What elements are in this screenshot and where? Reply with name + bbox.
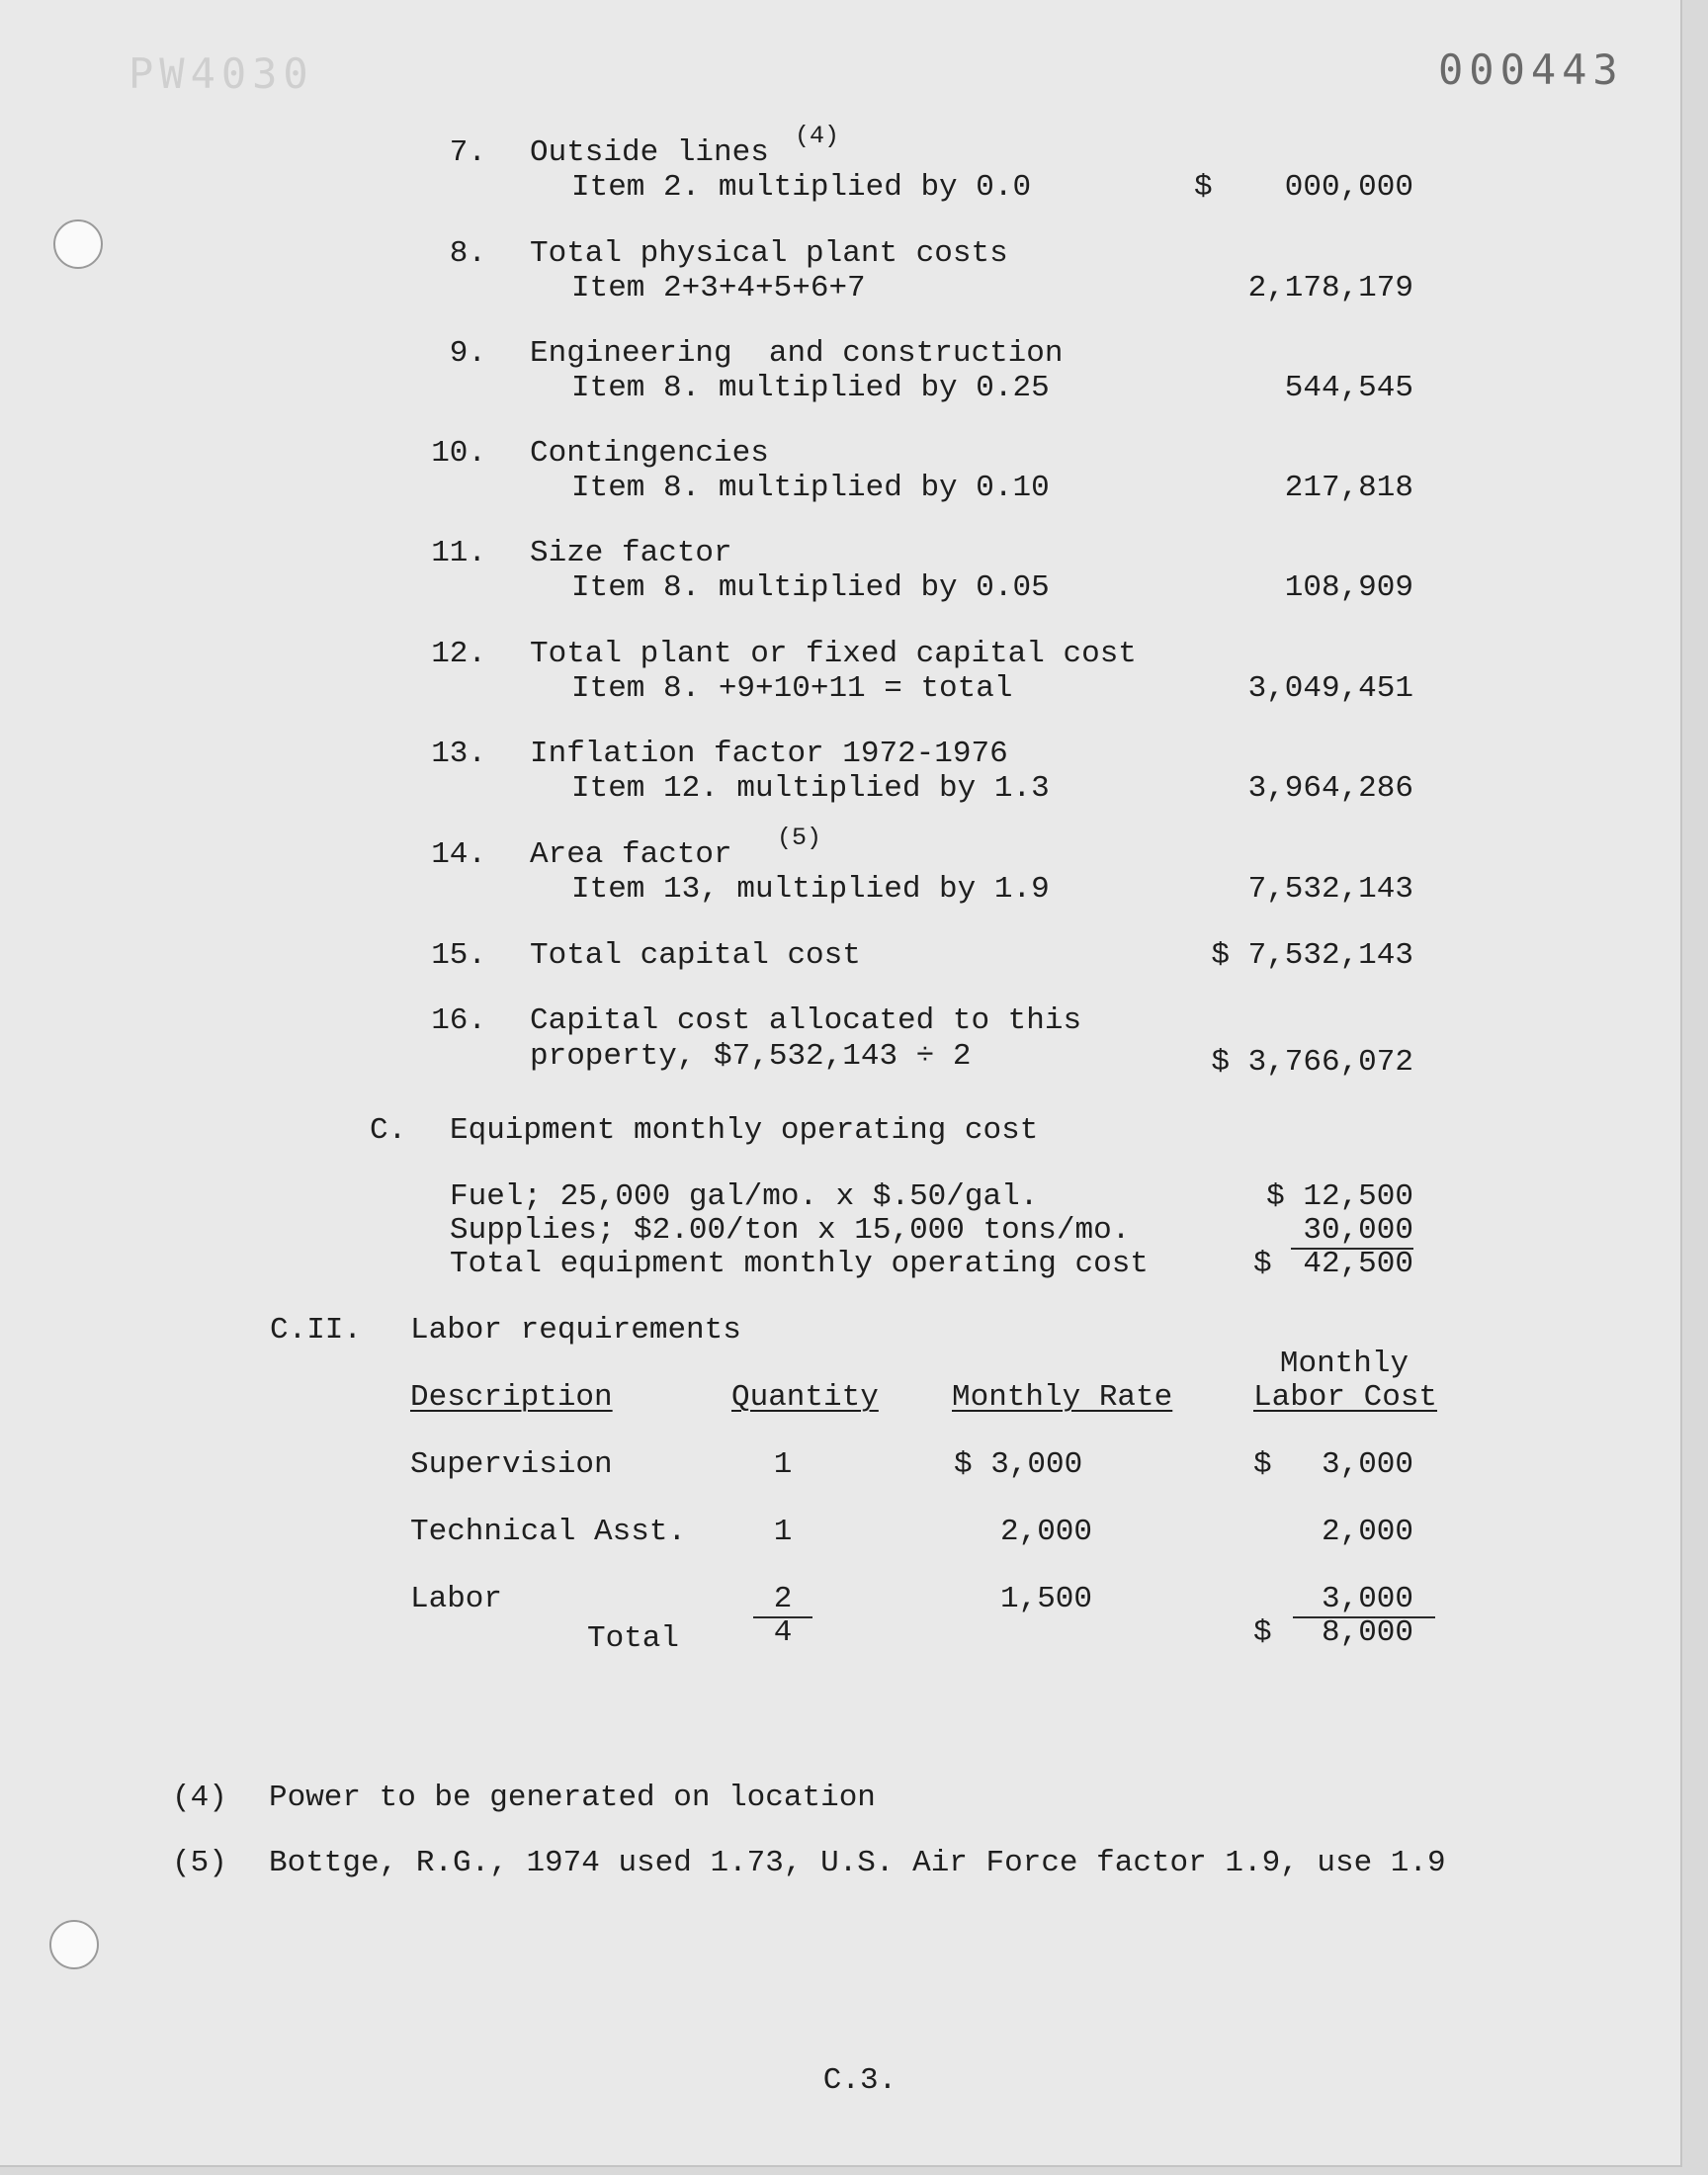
operating-cost-desc: Fuel; 25,000 gal/mo. x $.50/gal. (450, 1179, 1039, 1214)
dollar-sign: $ (1194, 170, 1213, 205)
labor-rate: 2,000 (999, 1515, 1092, 1549)
item-value: 544,545 (1284, 371, 1413, 405)
operating-cost-total: 42,500 (1303, 1247, 1413, 1281)
labor-description: Supervision (410, 1447, 613, 1482)
item-detail: Item 8. multiplied by 0.10 (571, 471, 1050, 505)
document-stamp-number: 000443 (1438, 45, 1624, 94)
header-monthly-rate: Monthly Rate (952, 1380, 1173, 1415)
item-title: Engineering and construction (530, 336, 1064, 371)
item-value: 3,964,286 (1247, 771, 1413, 806)
operating-cost-desc: Total equipment monthly operating cost (450, 1247, 1149, 1281)
labor-rate: 1,500 (999, 1582, 1092, 1616)
section-c2-title: Labor requirements (410, 1313, 741, 1348)
item-number: 15. (431, 938, 486, 973)
labor-quantity: 1 (773, 1447, 793, 1482)
faint-stamp-number: PW4030 (128, 49, 314, 98)
labor-cost: 3,000 (1321, 1582, 1413, 1616)
dollar-sign: $ (1253, 1447, 1272, 1482)
header-description: Description (410, 1380, 613, 1415)
item-value: 108,909 (1284, 570, 1413, 605)
header-labor-cost: Labor Cost (1253, 1380, 1438, 1415)
header-monthly: Monthly (1279, 1347, 1409, 1381)
header-quantity: Quantity (731, 1380, 879, 1415)
item-value: 7,532,143 (1247, 872, 1413, 907)
operating-cost-value: $ 12,500 (1266, 1179, 1413, 1214)
item-number: 11. (431, 536, 486, 570)
labor-quantity: 2 (773, 1582, 793, 1616)
item-value: $ 7,532,143 (1211, 938, 1413, 973)
section-c-label: C. (370, 1113, 407, 1148)
dollar-sign: $ (1253, 1615, 1272, 1650)
item-detail: Item 8. multiplied by 0.25 (571, 371, 1050, 405)
labor-cost: 2,000 (1321, 1515, 1413, 1549)
item-detail: Item 8. +9+10+11 = total (571, 671, 1013, 706)
item-value: 000,000 (1284, 170, 1413, 205)
operating-cost-desc: Supplies; $2.00/ton x 15,000 tons/mo. (450, 1213, 1131, 1248)
binder-hole-top (53, 219, 103, 269)
item-detail: Item 8. multiplied by 0.05 (571, 570, 1050, 605)
item-title: Total capital cost (530, 938, 861, 973)
item-number: 12. (431, 637, 486, 671)
item-title: Contingencies (530, 436, 769, 471)
item-value: $ 3,766,072 (1211, 1045, 1413, 1080)
item-title: Area factor (530, 837, 732, 872)
labor-cost: 3,000 (1321, 1447, 1413, 1482)
footnote-mark: (4) (172, 1781, 227, 1815)
labor-total-cost: 8,000 (1321, 1615, 1413, 1650)
operating-cost-value: 30,000 (1303, 1213, 1413, 1248)
item-value: 3,049,451 (1247, 671, 1413, 706)
item-title: Capital cost allocated to this (530, 1003, 1082, 1038)
item-detail: Item 2+3+4+5+6+7 (571, 271, 866, 305)
item-number: 7. (449, 135, 486, 170)
labor-quantity: 1 (773, 1515, 793, 1549)
item-number: 14. (431, 837, 486, 872)
footnote-text: Power to be generated on location (269, 1781, 876, 1815)
item-detail: Item 13, multiplied by 1.9 (571, 872, 1050, 907)
section-c-title: Equipment monthly operating cost (450, 1113, 1039, 1148)
item-detail: Item 12. multiplied by 1.3 (571, 771, 1050, 806)
footnote-text: Bottge, R.G., 1974 used 1.73, U.S. Air Force factor 1.9, use 1.9 (269, 1846, 1446, 1880)
item-number: 9. (449, 336, 486, 371)
footnote-mark: (5) (172, 1846, 227, 1880)
labor-description: Technical Asst. (410, 1515, 687, 1549)
footnote-ref: (5) (777, 824, 822, 852)
binder-hole-bottom (49, 1920, 99, 1969)
item-number: 13. (431, 737, 486, 771)
item-title: Total plant or fixed capital cost (530, 637, 1137, 671)
item-number: 10. (431, 436, 486, 471)
section-c2-label: C.II. (270, 1313, 363, 1348)
item-detail: Item 2. multiplied by 0.0 (571, 170, 1032, 205)
labor-total-label: Total (587, 1621, 680, 1656)
item-title: Outside lines (530, 135, 769, 170)
item-detail: property, $7,532,143 ÷ 2 (530, 1039, 972, 1074)
item-value: 2,178,179 (1247, 271, 1413, 305)
item-number: 8. (449, 236, 486, 271)
item-number: 16. (431, 1003, 486, 1038)
labor-rate: $ 3,000 (954, 1447, 1083, 1482)
footnote-ref: (4) (795, 122, 840, 150)
labor-total-quantity: 4 (773, 1615, 793, 1650)
item-title: Inflation factor 1972-1976 (530, 737, 1008, 771)
dollar-sign: $ (1253, 1247, 1272, 1281)
labor-description: Labor (410, 1582, 503, 1616)
item-value: 217,818 (1284, 471, 1413, 505)
page-number: C.3. (822, 2063, 897, 2098)
item-title: Total physical plant costs (530, 236, 1008, 271)
item-title: Size factor (530, 536, 732, 570)
